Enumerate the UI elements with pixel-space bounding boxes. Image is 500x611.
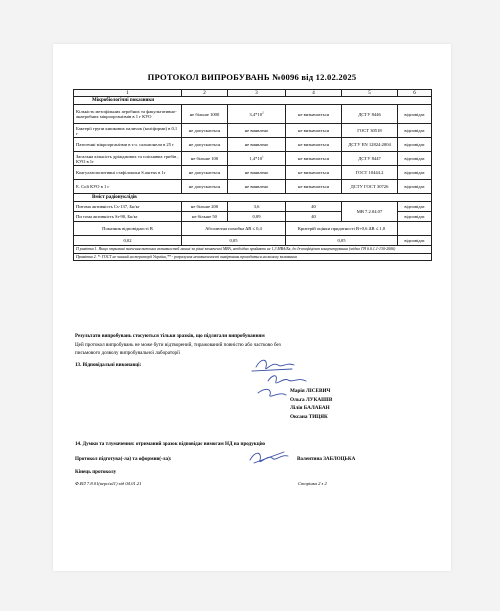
norm-value: не більше 50 — [182, 212, 228, 222]
compliance-header: Показник відповідності В — [74, 222, 182, 236]
norm-value: не допускається — [182, 138, 228, 152]
table-row — [74, 202, 432, 212]
table-row — [74, 138, 432, 152]
compliance-header: Абсолютна похибка ΔВ ≤ 0,4 — [182, 222, 286, 236]
method-value: ГОСТ 10444.2 — [342, 166, 398, 180]
preparer-name: Валентина ЗАБЛОЦЬКА — [297, 456, 356, 462]
compliance-header-row — [74, 222, 432, 236]
result-value: не виявлено — [228, 180, 286, 194]
document-page — [53, 44, 451, 571]
signatory-name: Марія ЛІСЕВИЧ — [290, 388, 331, 394]
table-row — [74, 152, 432, 166]
norm-value: не допускається — [182, 166, 228, 180]
compliance-header: Критерій оцінки придатності В+0,6 ΔВ ≤ 1,0 — [286, 222, 398, 236]
signatory-name: Оксана ТИЦЯК — [290, 413, 328, 420]
uncertainty-value: 40 — [286, 202, 342, 212]
end-of-protocol: Кінець протоколу — [75, 469, 117, 475]
norm-value: не допускається — [182, 180, 228, 194]
result-value: $3,4*10^2$ — [228, 105, 286, 124]
table-note-1: П римітка 1. Якщо отримані значення питомих активностей менші за рівні зазначеної МВА, необхідно прийняти не 1,3 МВА/Бк, до Із-коефіцієнт концентрування (згідно ГН 6.6.1.1-130-2006) — [74, 246, 432, 254]
conclusion-value: відповідає — [398, 212, 432, 222]
page-number: Сторінка 2 з 2 — [298, 481, 327, 486]
compliance-conclusion: відповідає — [398, 236, 432, 246]
signatories-list — [290, 387, 332, 421]
uncertainty-value: не визначається — [286, 180, 342, 194]
indicator-name: Питома активність Cs-137, Бк/кг — [74, 202, 182, 212]
column-number-row — [74, 90, 432, 97]
conclusion-value: відповідає — [398, 105, 432, 124]
col-number: 1 — [74, 90, 182, 97]
prepared-by-label: Протокол підготува(-ла) та оформив(-ла): — [75, 456, 172, 462]
method-value: ДСТУ EN 12824:2004 — [342, 138, 398, 152]
compliance-value: 0,05 — [182, 236, 286, 246]
norm-value: не допускається — [182, 124, 228, 138]
table-row — [74, 124, 432, 138]
result-value: не виявлено — [228, 124, 286, 138]
preparer-signature-image — [246, 446, 294, 468]
form-code: Ф.ВЛ 7.8.01(версія11) від 04.01.21 — [75, 481, 142, 486]
result-value: $1,4*10^1$ — [228, 152, 286, 166]
indicator-name: Кількість мезофільних аеробних та факультативно-анаеробних мікроорганізмів в 1 г КУО — [74, 105, 182, 124]
results-table — [73, 89, 432, 261]
uncertainty-value: не визначається — [286, 138, 342, 152]
micro-section-heading: Мікробіологічні показники — [74, 97, 432, 105]
compliance-value: 0,05 — [286, 236, 398, 246]
uncertainty-value: 40 — [286, 212, 342, 222]
method-value: ГОСТ 30518 — [342, 124, 398, 138]
indicator-name: Бактерії групи кишкових паличок (коліформи) в 0,1 г — [74, 124, 182, 138]
conclusion-value: відповідає — [398, 166, 432, 180]
result-value: не виявлено — [228, 138, 286, 152]
compliance-value: 0,02 — [74, 236, 182, 246]
uncertainty-value: не визначається — [286, 124, 342, 138]
indicator-name: Загальна кількість дріжджових та пліснявих грибів , КУО в 1г — [74, 152, 182, 166]
conclusion-line: 14. Думки та тлумачення: отриманий зразок відповідає вимогам НД на продукцію — [75, 441, 265, 447]
col-number: 3 — [228, 90, 286, 97]
signatory-name: Лілія БАЛАБАН — [290, 405, 330, 411]
radio-section-heading: Вміст радіонуклідів — [74, 194, 432, 202]
results-scope-line: Результати випробувань стосуються тільки зразків, що підлягали випробуванням — [75, 333, 265, 339]
conclusion-value: відповідає — [398, 124, 432, 138]
reproduction-line-1: Цей протокол випробувань не може бути відтворений, тиражований повністю або частково без — [75, 342, 281, 348]
method-value: ДСТУ 8447 — [342, 152, 398, 166]
uncertainty-value: не визначається — [286, 166, 342, 180]
conclusion-value: відповідає — [398, 180, 432, 194]
conclusion-value: відповідає — [398, 202, 432, 212]
uncertainty-value: не визначається — [286, 105, 342, 124]
norm-value: не більше 100 — [182, 152, 228, 166]
table-row — [74, 180, 432, 194]
table-row — [74, 105, 432, 124]
table-row — [74, 166, 432, 180]
col-number: 6 — [398, 90, 432, 97]
norm-value: не більше 1000 — [182, 105, 228, 124]
indicator-name: Пи тома активність Sr-90, Бк/кг — [74, 212, 182, 222]
indicator-name: Патогенні мікроорганізми в т.ч. сальмонели в 25 г — [74, 138, 182, 152]
responsible-label: 13. Відповідальні виконавці: — [75, 362, 142, 368]
result-value: не виявлено — [228, 166, 286, 180]
signatory-name: Ольга ЛУКАШІВ — [290, 396, 333, 403]
result-value: 0,09 — [228, 212, 286, 222]
method-value: ДСТУ 8446 — [342, 105, 398, 124]
conclusion-value: відповідає — [398, 152, 432, 166]
table-note-2: Примітка 2. *- ГОСТ не чинний на території України,** - розрахунок невизначеності вимірювань проводиться на вимогу замовника — [74, 253, 432, 261]
indicator-name: E. Coli КУО в 1 г — [74, 180, 182, 194]
method-value: ДСТУ ГОСТ 30726 — [342, 180, 398, 194]
uncertainty-value: не визначається — [286, 152, 342, 166]
col-number: 5 — [342, 90, 398, 97]
indicator-name: Коагулазопозитивні стафілококи S.aureus в 1г — [74, 166, 182, 180]
conclusion-value: відповідає — [398, 138, 432, 152]
reproduction-line-2: письмового дозволу випробувальної лабораторії — [75, 350, 180, 356]
compliance-value-row — [74, 236, 432, 246]
result-value: 3,6 — [228, 202, 286, 212]
method-value: МВ 7.2.04.07 — [342, 202, 398, 222]
protocol-title: ПРОТОКОЛ ВИПРОБУВАНЬ №0096 від 12.02.2025 — [147, 72, 357, 82]
col-number: 4 — [286, 90, 342, 97]
norm-value: не більше 200 — [182, 202, 228, 212]
col-number: 2 — [182, 90, 228, 97]
